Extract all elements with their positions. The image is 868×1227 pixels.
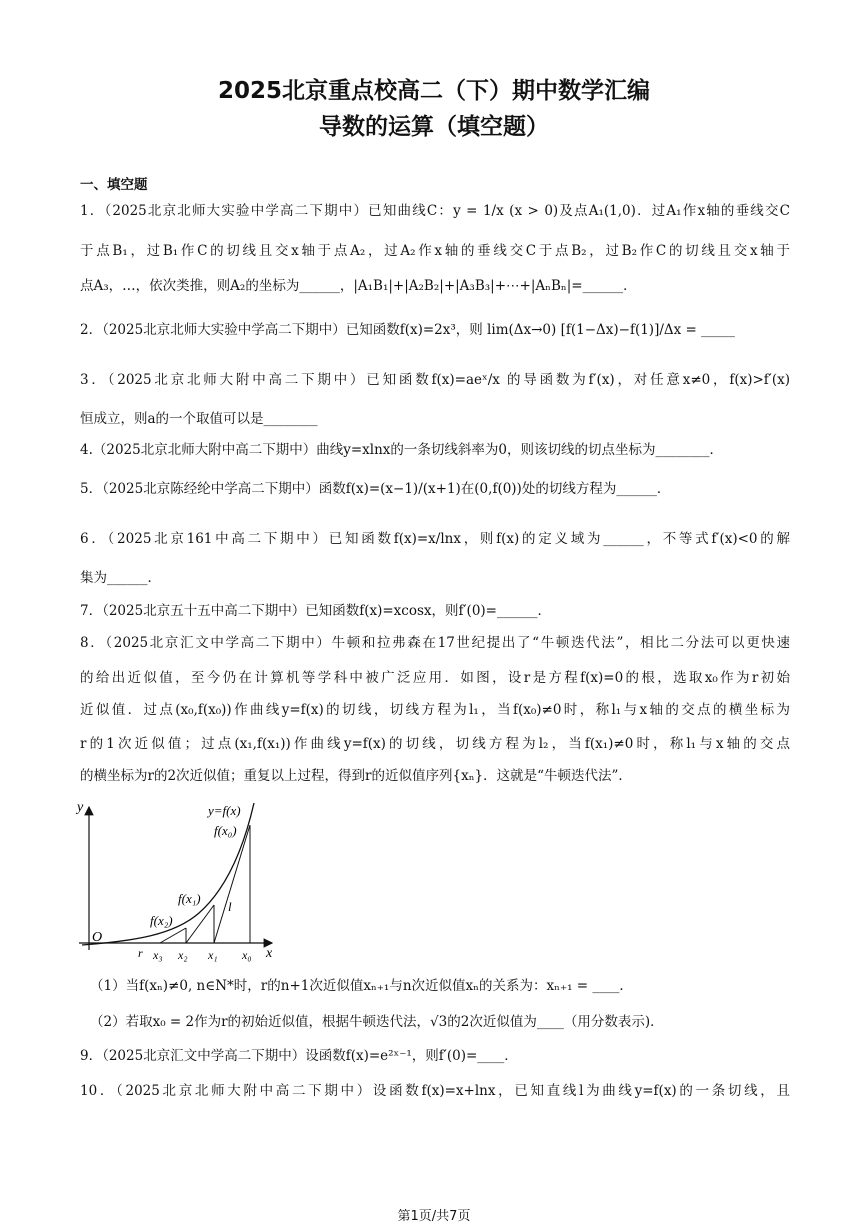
question-1-line-3: 点A₃，…，依次类推，则A₂的坐标为______，|A₁B₁|+|A₂B₂|+|A₃B₃|+⋯+|AₙBₙ|=______． xyxy=(80,278,637,294)
page-title: 2025北京重点校高二（下）期中数学汇编 xyxy=(217,78,650,104)
tangent-at-x0 xyxy=(214,825,250,943)
newton-iteration-figure xyxy=(74,795,284,965)
f-x0-label: f(x₀) xyxy=(214,823,237,838)
question-5: 5．（2025北京陈经纶中学高二下期中）函数f(x)=(x−1)/(x+1)在(0,f(0))处的切线方程为______． xyxy=(80,481,671,497)
question-1-line-2: 于点B₁，过B₁作C的切线且交x轴于点A₂，过A₂作x轴的垂线交C于点B₂，过B₂作C的切线且交x轴于 xyxy=(80,243,790,259)
r-label: r xyxy=(138,946,143,960)
tangent-label: l xyxy=(228,899,232,914)
question-7: 7．（2025北京五十五中高二下期中）已知函数f(x)=xcosx，则f′(0)=______． xyxy=(80,603,551,619)
f-x1-label: f(x₁) xyxy=(178,891,201,906)
question-9: 9．（2025北京汇文中学高二下期中）设函数f(x)=e²ˣ⁻¹，则f′(0)=____． xyxy=(80,1048,518,1064)
question-6-line-2: 集为______． xyxy=(80,570,161,586)
question-8-line-1: 8．（2025北京汇文中学高二下期中）牛顿和拉弗森在17世纪提出了“牛顿迭代法”，相比二分法可以更快速 xyxy=(80,635,790,651)
x3-label: x₃ xyxy=(153,948,163,962)
tangent-at-x1 xyxy=(186,905,214,943)
x0-label: x₀ xyxy=(242,948,252,962)
question-8-part-1: （1）当f(xₙ)≠0, n∈N*时，r的n+1次近似值xₙ₊₁与n次近似值xₙ的关系为：xₙ₊₁ = ____． xyxy=(90,978,633,994)
question-1-line-1: 1．（2025北京北师大实验中学高二下期中）已知曲线C：y = 1/x (x > 0)及点A₁(1,0)．过A₁作x轴的垂线交C xyxy=(80,203,790,219)
question-3-line-2: 恒成立，则a的一个取值可以是________ xyxy=(80,411,318,427)
question-8-line-2: 的给出近似值，至今仍在计算机等学科中被广泛应用．如图，设r是方程f(x)=0的根，选取x₀作为r初始 xyxy=(80,670,790,686)
y-axis-label: y xyxy=(77,800,84,815)
question-3-line-1: 3．（2025北京北师大附中高二下期中）已知函数f(x)=aeˣ/x 的导函数为f′(x)，对任意x≠0，f(x)>f′(x) xyxy=(80,372,790,388)
question-10-line-1: 10．（2025北京北师大附中高二下期中）设函数f(x)=x+lnx，已知直线l为曲线y=f(x)的一条切线，且 xyxy=(80,1083,790,1099)
question-8-part-2: （2）若取x₀ = 2作为r的初始近似值，根据牛顿迭代法，√3的2次近似值为____（用分数表示)． xyxy=(90,1014,664,1030)
section-heading: 一、填空题 xyxy=(80,177,148,193)
page-subtitle: 导数的运算（填空题） xyxy=(319,114,549,140)
question-8-line-3: 近似值．过点(x₀,f(x₀))作曲线y=f(x)的切线，切线方程为l₁，当f(x₀)≠0时，称l₁与x轴的交点的横坐标为 xyxy=(80,702,790,718)
f-x2-label: f(x₂) xyxy=(150,913,173,928)
x2-label: x₂ xyxy=(178,948,188,962)
question-8-line-5: 的横坐标为r的2次近似值；重复以上过程，得到r的近似值序列{xₙ}．这就是“牛顿迭代法”． xyxy=(80,768,632,784)
origin-label: O xyxy=(92,930,103,945)
question-6-line-1: 6．（2025北京161中高二下期中）已知函数f(x)=x/lnx，则f(x)的定义域为______，不等式f′(x)<0的解 xyxy=(80,531,790,547)
question-2: 2．（2025北京北师大实验中学高二下期中）已知函数f(x)=2x³，则 lim(Δx→0) [f(1−Δx)−f(1)]/Δx = _____ xyxy=(80,322,735,338)
question-8-line-4: r的1次近似值；过点(x₁,f(x₁))作曲线y=f(x)的切线，切线方程为l₂，当f(x₁)≠0时，称l₁与x轴的交点 xyxy=(80,736,790,752)
x1-label: x₁ xyxy=(208,948,218,962)
tangent-at-x2 xyxy=(160,928,186,943)
curve-label: y=f(x) xyxy=(208,803,241,818)
page-footer: 第1页/共7页 xyxy=(397,1209,471,1224)
x-axis-label: x xyxy=(266,946,273,961)
question-4: 4.（2025北京北师大附中高二下期中）曲线y=xlnx的一条切线斜率为0，则该切线的切点坐标为________． xyxy=(80,442,724,458)
